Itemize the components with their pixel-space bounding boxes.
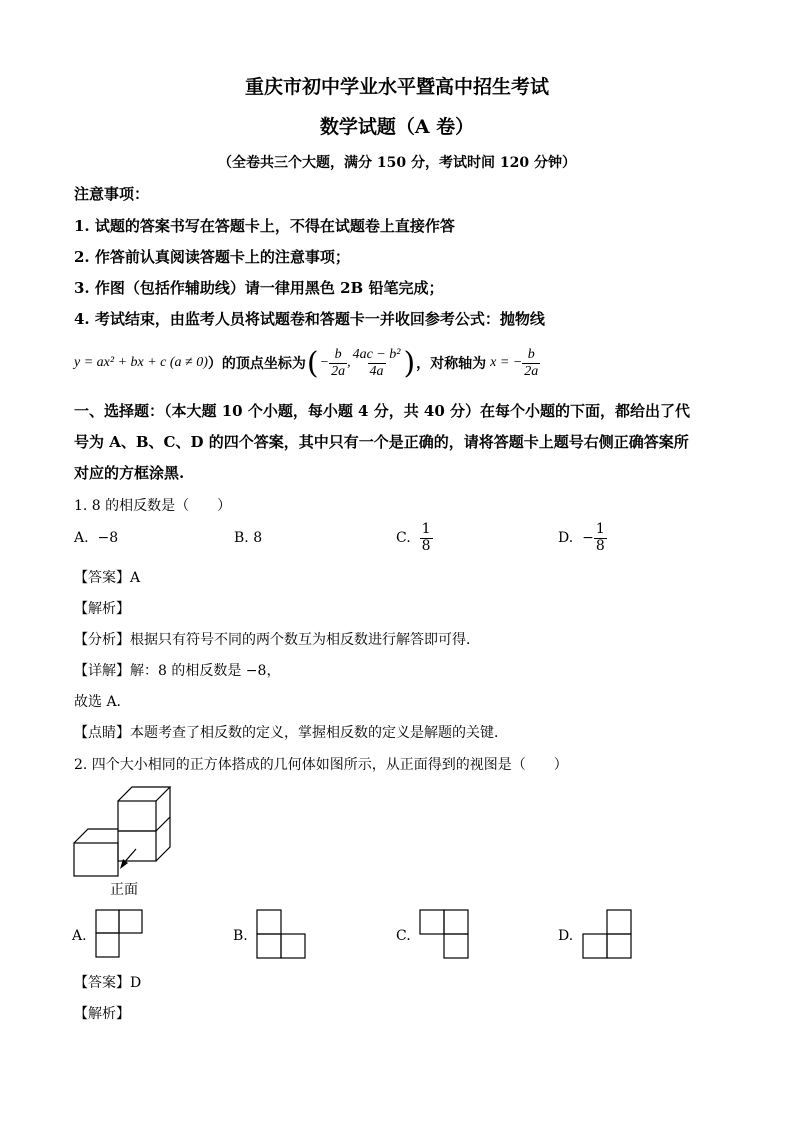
parabola-formula: y = ax² + bx + c (a ≠ 0) [74,355,208,370]
q1-fenxi: 【分析】根据只有符号不同的两个数互为相反数进行解答即可得． [74,632,480,648]
axis-label: ，对称轴为 [416,356,487,372]
formula-line: y = ax² + bx + c (a ≠ 0) ）的顶点坐标为 ( − $\frac{b}{2a}$ , $\frac{\text{4ac − b²}}{4a}$ ) ，对称轴为 x = − $\frac{b}{2a}$ [74,345,539,381]
q2-option-b-figure [256,909,308,959]
q2-stem: 2. 四个大小相同的正方体搭成的几何体如图所示，从正面得到的视图是（ ） [74,757,568,773]
note-item: 1. 试题的答案书写在答题卡上，不得在试题卷上直接作答 [74,217,455,235]
q1-stem: 1. 8 的相反数是（ ） [74,498,232,514]
axis-lhs: x = − [490,355,523,370]
q1-option-a: A. −8 [74,530,119,546]
q1-choose: 故选 A． [74,694,131,710]
note-item: 2. 作答前认真阅读答题卡上的注意事项； [74,248,350,266]
paren-open: ( [306,345,319,381]
front-label: 正面 [110,882,138,898]
page-subtitle: 数学试题（A 卷） [319,116,475,138]
q2-option-d-label: D. [558,928,574,944]
exam-info: （全卷共三个大题，满分 150 分，考试时间 120 分钟） [218,155,576,171]
section-heading: 一、选择题：（本大题 10 个小题，每小题 4 分，共 40 分）在每个小题的下面，都给出了代 [74,402,691,420]
q1-dianjing: 【点睛】本题考查了相反数的定义，掌握相反数的定义是解题的关键． [74,725,508,741]
note-item: 3. 作图（包括作辅助线）请一律用黑色 2B 铅笔完成； [74,279,444,297]
q1-answer: 【答案】A [74,570,141,586]
axis-fraction: $\frac{b}{2a}$ [524,347,539,379]
q2-option-a-figure [95,909,143,959]
cube-figure [70,783,170,878]
q1-option-c: C. $\frac{1}{8}$ [396,521,431,554]
note-item: 4. 考试结束，由监考人员将试题卷和答题卡一并收回参考公式：抛物线 [74,310,545,328]
paren-close: ) [403,345,416,381]
q1-option-d: D. − $\frac{1}{8}$ [558,521,605,554]
q2-option-b-label: B. [233,928,248,944]
q2-option-c-figure [419,909,471,959]
vertex-label: ）的顶点坐标为 [207,356,306,372]
notes-heading: 注意事项： [74,185,150,203]
q1-analysis-tag: 【解析】 [74,601,130,617]
q1-option-b: B. 8 [234,530,263,546]
q2-option-d-figure [582,909,634,959]
section-heading: 对应的方框涂黑. [74,464,185,482]
q2-option-a-label: A. [72,928,87,944]
vertex-x-fraction: $\frac{b}{2a}$ [331,347,346,379]
page-title: 重庆市初中学业水平暨高中招生考试 [244,76,549,98]
section-heading: 号为 A、B、C、D 的四个答案，其中只有一个是正确的，请将答题卡上题号右侧正确答案所 [74,433,689,451]
q1-xiangjie: 【详解】解：8 的相反数是 −8， [74,663,281,679]
q2-answer: 【答案】D [74,975,142,991]
vertex-y-fraction: $\frac{\text{4ac − b²}}{4a}$ [352,347,401,379]
q2-option-c-label: C. [396,928,411,944]
q2-analysis-tag: 【解析】 [74,1006,130,1022]
